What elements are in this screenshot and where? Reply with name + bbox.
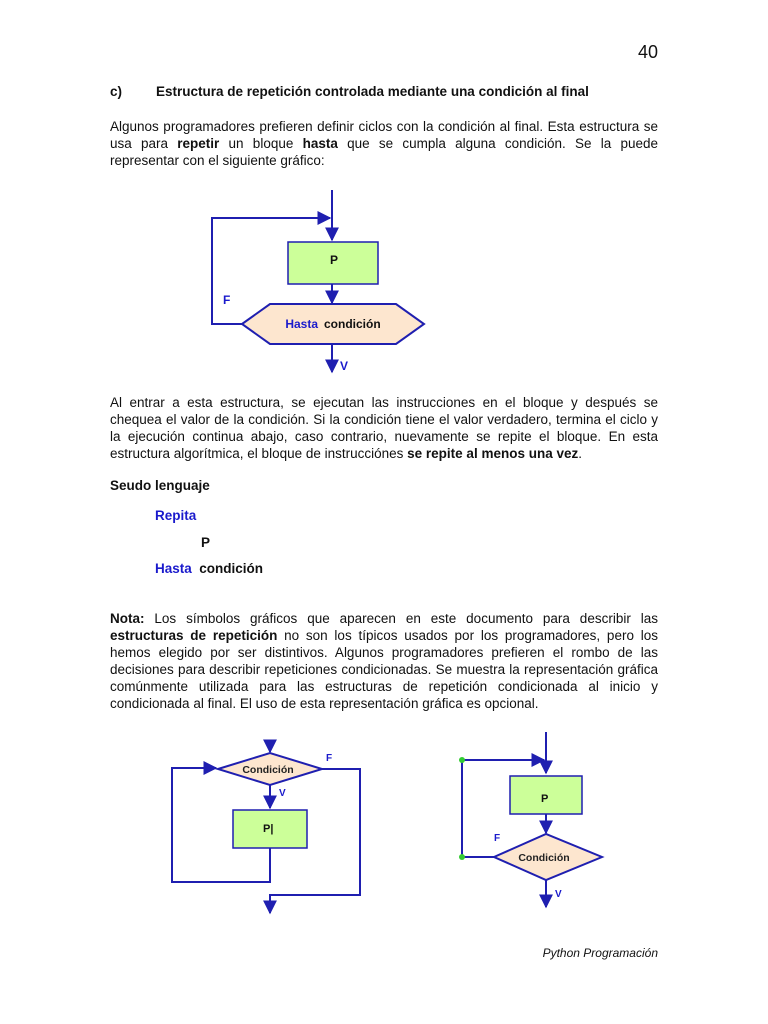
intro-text-2: un bloque — [219, 136, 303, 151]
true-label: V — [340, 359, 349, 373]
intro-bold-hasta: hasta — [302, 136, 338, 151]
intro-bold-repetir: repetir — [177, 136, 220, 151]
section-label: c) — [110, 84, 123, 99]
footer-text: Python Programación — [542, 946, 658, 960]
process-block-label: P| — [263, 823, 274, 835]
intro-text-3: que se cumpla alguna condición. Se la puede representar con el siguiente gráfico: — [110, 136, 658, 168]
section-heading — [110, 84, 589, 99]
false-label: F — [494, 833, 501, 844]
repeat-until-diagram — [200, 185, 440, 380]
do-until-diagram — [450, 730, 610, 915]
pseudo-hasta-line — [155, 561, 263, 576]
hasta-keyword: Hasta — [285, 317, 319, 331]
while-loop-diagram — [160, 735, 380, 920]
explanation-paragraph — [110, 394, 658, 462]
true-label: V — [555, 889, 562, 900]
explanation-text-2: . — [578, 446, 582, 461]
pseudo-block: P — [201, 535, 211, 550]
note-text-1: Los símbolos gráficos que aparecen en este documento para describir las — [144, 611, 658, 626]
page-number: 40 — [637, 42, 658, 62]
intro-text-1: Algunos programadores prefieren definir ciclos con la condición al final. Esta estructura se usa para — [110, 119, 658, 151]
note-paragraph — [110, 610, 658, 712]
note-label: Nota: — [110, 611, 145, 626]
pseudo-repita: Repita — [155, 508, 197, 523]
explanation-bold: se repite al menos una vez — [407, 446, 579, 461]
process-block-label: P — [330, 253, 339, 267]
explanation-text-1: Al entrar a esta estructura, se ejecutan las instrucciones en el bloque y después se chequea el valor de la condición. Si la condición tiene el valor verdadero, termina el ciclo y la ejecución continua abajo, caso contrario, nuevamente se repite el bloque. En esta estructura algorítmica, el bloque de instrucciónes — [110, 395, 658, 461]
pseudo-hasta-keyword: Hasta — [155, 561, 192, 576]
pseudo-condition: condición — [199, 561, 264, 576]
false-label: F — [326, 753, 333, 764]
condition-label: Condición — [242, 764, 294, 776]
false-label: F — [223, 293, 231, 307]
process-block-label: P — [541, 793, 549, 805]
connector-dot-top — [459, 757, 465, 763]
section-title: Estructura de repetición controlada mediante una condición al final — [156, 84, 589, 99]
pseudocode-title: Seudo lenguaje — [110, 478, 210, 493]
true-label: V — [279, 788, 286, 799]
condition-label: Condición — [518, 852, 570, 864]
intro-paragraph — [110, 118, 658, 169]
note-bold: estructuras de repetición — [110, 628, 278, 643]
connector-dot-bottom — [459, 854, 465, 860]
note-text-2: no son los típicos usados por los programadores, pero los hemos elegido por ser distintivos. Algunos programadores prefieren el rombo de las decisiones para describir repeticiones condicionadas. Se muestra la representación gráfica comúnmente utilizada para las estructuras de repetición condicionada al inicio y condicionada al final. El uso de esta representación gráfica es opcional. — [110, 628, 658, 711]
condition-text — [285, 317, 380, 331]
condition-label: condición — [324, 317, 381, 331]
